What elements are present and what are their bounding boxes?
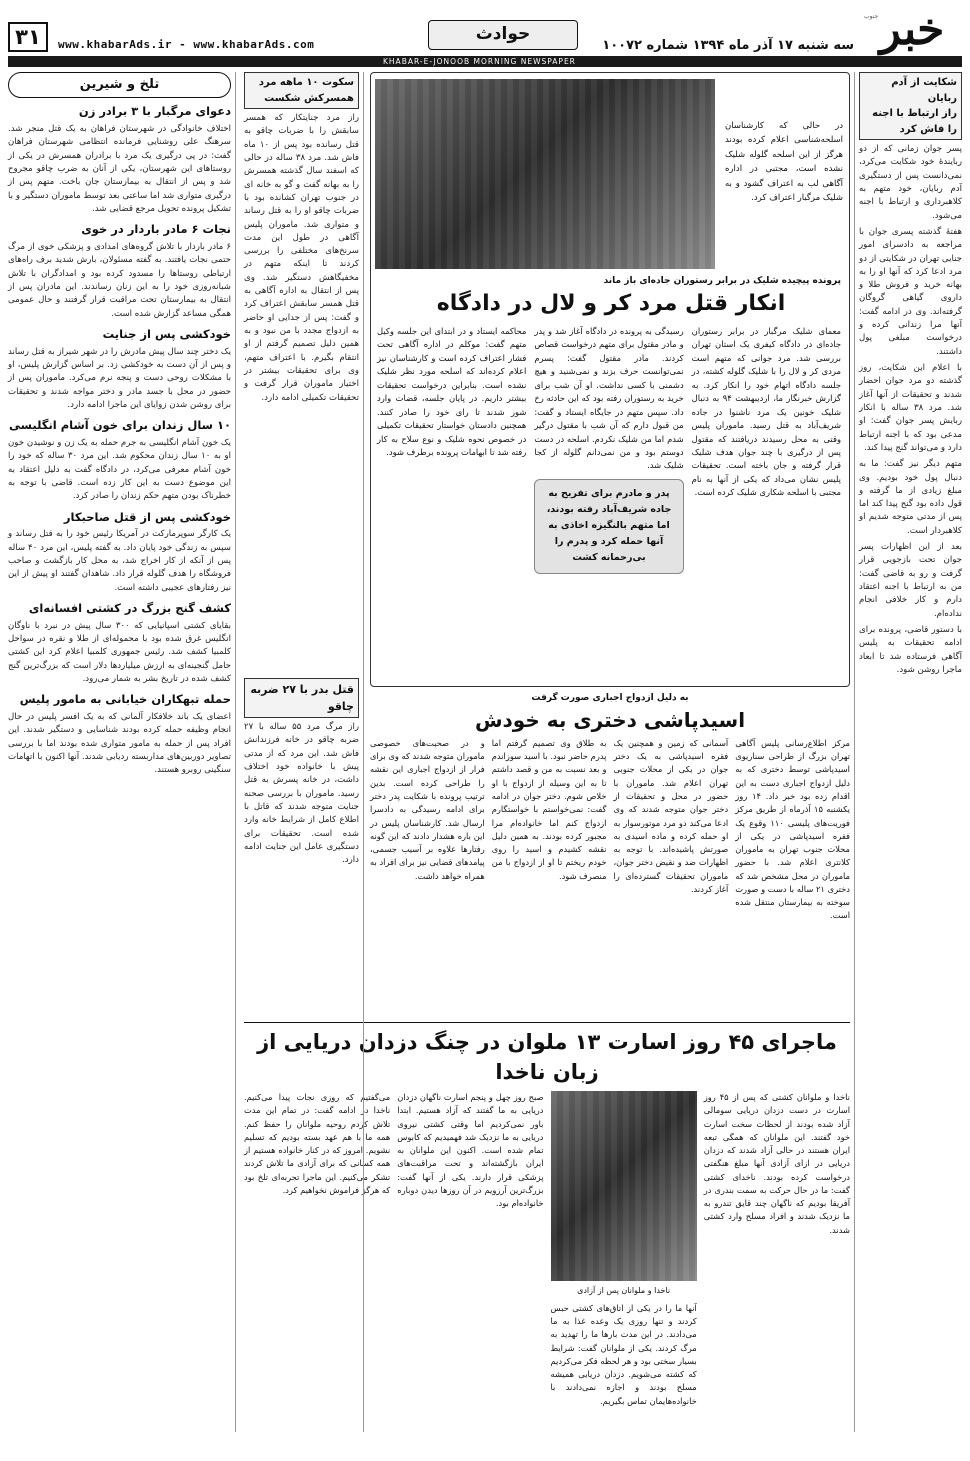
acid-story-columns <box>370 737 850 1027</box>
section-banner: تلخ و شیرین <box>8 72 231 98</box>
story-column: ناخدا و ملوانان کشتی که پس از ۴۵ روز اسارت در دست دزدان دریایی سومالی آزاد شده بودند از لحظات سخت اسارت خود گفتند. این ملوانان که همگی تبعه ایران هستند در حالی آزاد شدند که دزدان دریایی در ازای آزادی آنها مبلغ هنگفتی درخواست کرده بودند. ناخدای کشتی گفت: ما در حال حرکت به سمت بندری در آفریقا بودیم که ناگهان چند قایق تندرو به ما نزدیک شدند و افراد مسلح وارد کشتی شدند. <box>703 1092 850 1235</box>
right-column-text <box>859 143 962 677</box>
news-item <box>8 326 231 412</box>
mid-column-text: راز مرد جنایتکار که همسر سابقش را با ضربات چاقو به قتل رسانده بود پس از ۱۰ ماه فاش شد. مرد ۳۸ ساله در حالی که اسفند سال گذشته همسرش را به بهانه گفت و گو به خانه ای در جنوب تهران کشانده بود با ضربات چاقو او را به قتل رساند و متواری شد. ماموران پلیس آگاهی در طول این مدت سرنخ‌های مختلفی را بررسی کردند تا اینکه متهم در مخفیگاهش دستگیر شد. وی پس از انتقال به اداره آگاهی به قتل همسر سابقش اعتراف کرد و گفت: پس از جدایی او حاضر به ازدواج مجدد با من نبود و به همین دلیل تصمیم گرفتم از او انتقام بگیرم. با اعتراف متهم، وی برای تحقیقات بیشتر در اختیار ماموران قرار گرفت و تحقیقات تکمیلی ادامه دارد. <box>244 113 359 403</box>
story-column: آسمانی که زمین و همچنین یک فقره اسیدپاشی به یک دختر جوان در یکی از محلات جنوبی تهران اعلام شد. ماموران با حضور در محل و تحقیقات از دختر جوان متوجه شدند که وی ادعا می‌کند دو مرد موتورسوار به او حمله کرده و ماده اسیدی به صورتش پاشیده‌اند. با توجه به اظهارات ضد و نقیض دختر جوان، ماموران تحقیقات گسترده‌ای را آغاز کردند. <box>613 737 729 894</box>
right-column-title <box>859 72 962 140</box>
acid-kicker: به دلیل ازدواج اجباری صورت گرفت <box>531 693 689 703</box>
paragraph: پسر جوان زمانی که از دو ربایندهٔ خود شکایت می‌کرد، نمی‌دانست پس از دستگیری آدم ربایان، خود متهم به کلاهبرداری و ارتباط با اجنه می‌شود. <box>859 144 962 221</box>
logo-text: خبر <box>879 4 945 55</box>
left-column <box>8 72 236 1432</box>
news-item-text: یک خون آشام انگلیسی به جرم حمله به یک زن و نوشیدن خون او به ۱۰ سال زندان محکوم شد. این مرد ۳۰ ساله که خود را خون آشام معرفی می‌کرد، در دادگاه گفت به دلیل اعتقاد به این موضوع دست به این کار زده است. قاضی با توجه به خطرناک بودن متهم حکم زندان را صادر کرد. <box>8 438 231 502</box>
news-item-text: اعضای یک باند خلافکار آلمانی که به یک افسر پلیس در حال انجام وظیفه حمله کرده بودند شناسایی و دستگیر شدند. این افراد پس از حمله به مامور متواری شده بودند اما با بررسی تصاویر دوربین‌های مداربسته ردیابی شدند. آنها اکنون با اتهامات سنگینی روبرو هستند. <box>8 712 231 776</box>
story-column: به طلاق وی تصمیم گرفتم اما پدرم حاضر نبود. با اسید سوزاندم و بعد نسبت به من و قصد داشتم تا به این وسیله از ازدواج با او خلاص شوم. دختر جوان در ادامه گفت: نمی‌خواستم با خواستگارم ازدواج کنم اما خانواده‌ام مرا مجبور کرده بودند. به همین دلیل نقشه کشیدم و اسید را روی خودم ریختم تا او از ازدواج با من منصرف شود. <box>491 737 607 881</box>
logo-subtext: جنوب <box>864 13 879 20</box>
main-headline: انکار قتل مرد کر و لال در دادگاه <box>436 291 786 316</box>
news-item-title: خودکشی پس از قتل صاحبکار <box>63 509 231 524</box>
story-column: محاکمه ایستاد و در ابتدای این جلسه وکیل متهم گفت: موکلم در اداره آگاهی تحت فشار اعتراف کرده است و کارشناسان نیز اعلام کرده‌اند که اسلحه مورد نظر شلیک نشده است. بنابراین درخواست تحقیقات بیشتر داریم. در پایان جلسه، قضات وارد شور شدند تا رای خود را صادر کنند. همچنین دادستان خواستار تحقیقات تکمیلی در خصوص نحوه شلیک و نوع سلاح به کار رفته شد تا ابهامات پرونده برطرف شود. <box>377 326 527 457</box>
right-column <box>854 72 962 1432</box>
tagline: KHABAR-E-JONOOB MORNING NEWSPAPER <box>383 57 576 66</box>
news-item-text: ۶ مادر باردار با تلاش گروه‌های امدادی و پزشکی خوی از مرگ حتمی نجات یافتند. به گفته مسئولان، بارش شدید برف راه‌های ارتباطی روستاها را مسدود کرده بود و امدادگران با تلاش شبانه‌روزی خود را به این زنان رساندند. این مادران پس از انتقال به بیمارستان تحت مراقبت قرار گرفتند و حال عمومی همگی مساعد گزارش شده است. <box>8 241 231 319</box>
news-item-title: حمله تبهکاران خیابانی به مامور پلیس <box>19 692 231 707</box>
main-story-columns <box>377 325 841 683</box>
news-item <box>8 691 231 777</box>
acid-story <box>370 692 850 1022</box>
news-item-text: بقایای کشتی اسپانیایی که ۳۰۰ سال پیش در نبرد با ناوگان انگلیس غرق شده بود با محموله‌ای از طلا و نقره در سواحل کلمبیا کشف شد. رئیس جمهوری کلمبیا اعلام کرد این کشتی حامل گنجینه‌ای به ارزش میلیاردها دلار است که بزرگ‌ترین گنج کشف شده در تاریخ بشر به شمار می‌رود. <box>8 620 231 685</box>
news-item <box>8 221 231 321</box>
paragraph: بعد از این اظهارات پسر جوان تحت بازجویی قرار گرفت و رو به قاضی گفت: من به ارتباط با اجنه اعتقاد دارم و کار خلافی انجام نداده‌ام. <box>859 542 962 619</box>
paragraph: متهم دیگر نیز گفت: ما به دنبال پول خود بودیم. وی مبلغ زیادی از ما گرفته و قول داده بود گنج پیدا کند اما پس از مدتی متوجه شدیم او کلاهبردار است. <box>859 459 962 536</box>
news-item-title: دعوای مرگبار با ۳ برادر زن <box>78 104 231 119</box>
story-column <box>551 1091 697 1461</box>
news-item-title: کشف گنج بزرگ در کشتی افسانه‌ای <box>28 600 231 615</box>
story-column <box>534 325 683 683</box>
news-item-text: یک دختر چند سال پیش مادرش را در شهر شیراز به قتل رساند و پس از آن دست به خودکشی زد. بر اساس گزارش پلیس، او با مشکلات روحی دست و پنجه نرم می‌کرد. ماموران پس از حضور در محل با جسد مادر و دختر مواجه شدند و تحقیقات برای روشن شدن زوایای این ماجرا ادامه دارد. <box>8 346 231 410</box>
main-kicker: پرونده پیچیده شلیک در برابر رستوران جاده‌ای باز ماند <box>603 276 841 286</box>
pull-quote: پدر و مادرم برای تفریح به جاده شریف‌آباد رفته بودند، اما متهم بالنگیزه اخاذی به آنها حمله کرد و پدرم را بی‌رحمانه کشت <box>534 479 683 574</box>
mid-bottom-title: قتل بدر با ۲۷ ضربه چاقو <box>244 678 359 718</box>
story-column: معمای شلیک مرگبار در برابر رستوران جاده‌ای در دادگاه کیفری یک استان تهران بررسی شد. مرد جوانی که متهم است مردی کر و لال را با شلیک گلوله کشته، در جلسه دادگاه اتهام خود را انکار کرد. به گزارش خبرنگار ما، اردیبهشت ۹۴ به دنبال شلیک خونین یک مرد ناشنوا در جاده شریف‌آباد به قتل رسید. ماموران پلیس وقتی به محل رسیدند دریافتند که مقتول پس از درگیری با چند جوان هدف شلیک قرار گرفته و جان باخته است. تحقیقات پلیس نشان می‌داد که یکی از آنها به نام مجتبی با اسلحه شکاری شلیک کرده است. <box>691 326 841 498</box>
news-item <box>8 509 231 595</box>
right-title-line-1: شکایت از آدم ربایان <box>891 77 957 104</box>
mid-title-line-2: همسرکش شکست <box>264 92 354 104</box>
tagline-bar <box>8 56 962 67</box>
website-url[interactable]: www.khabarAds.ir - www.khabarAds.com <box>58 38 315 51</box>
page-number: ۳۱ <box>8 22 48 52</box>
news-item-title: ۱۰ سال زندان برای خون آشام انگلیسی <box>9 418 231 433</box>
paragraph: هفتهٔ گذشته پسری جوان با مراجعه به دادسرای امور جنایی تهران در شکایتی از دو مرد ادعا کرد که آنها او را به بهانه خرید و فروش طلا و داروی گیاهی گروگان گرفته‌اند. وی در ادامه گفت: آنها مرا زندانی کرده و درخواست مبلغی پول داشتند. <box>859 226 962 357</box>
news-item-title: نجات ۶ مادر باردار در خوی <box>81 222 231 237</box>
acid-headline: اسیدپاشی دختری به خودش <box>474 707 746 732</box>
issue-date: سه شنبه ۱۷ آذر ماه ۱۳۹۴ شماره ۱۰۰۷۲ <box>602 38 854 53</box>
courtroom-photo <box>375 79 715 269</box>
news-item-text: یک کارگر سوپرمارکت در آمریکا رئیس خود را به قتل رساند و سپس به زندگی خود پایان داد. به گفته پلیس، این مرد ۴۰ ساله پس از آنکه از کار اخراج شد، به محل کار بازگشت و صاحب فروشگاه را هدف گلوله قرار داد. شاهدان گفتند او پیش از این نیز رفتارهای عجیبی داشته است. <box>8 529 232 593</box>
paragraph: با دستور قاضی، پرونده برای ادامه تحقیقات به پلیس آگاهی فرستاده شد تا ابعاد ماجرا روشن شود. <box>859 624 962 675</box>
mid-bottom-text: راز مرگ مرد ۵۵ ساله با ۲۷ ضربه چاقو در خانه فرزندانش فاش شد. این مرد که از مدتی پیش با خانواده خود اختلاف داشت، در خانه پسرش به قتل رسید. ماموران با بررسی صحنه جنایت متوجه شدند که قاتل با اطلاع کامل از شرایط خانه وارد شده است. تحقیقات برای دستگیری عامل این جنایت ادامه دارد. <box>244 722 359 866</box>
mid-column-title <box>244 72 359 109</box>
sailors-photo <box>551 1091 697 1281</box>
news-item <box>8 600 231 686</box>
mid-column <box>244 72 364 1432</box>
right-title-line-2: راز ارتباط با اجنه <box>872 108 957 119</box>
mid-title-line-1: سکوت ۱۰ ماهه مرد <box>258 77 354 88</box>
photo-caption: در حالی که کارشناسان اسلحه‌شناسی اعلام کرده بودند هرگز از این اسلحه گلوله شلیک نشده است، مجتبی در اداره آگاهی لب به اعتراف گشود و به شلیک مرگبار اعتراف کرد. <box>725 121 843 204</box>
story-column-text: آنها ما را در یکی از اتاق‌های کشتی حبس کردند و تنها روزی یک وعده غذا به ما می‌دادند. در این مدت بارها ما را تهدید به مرگ کردند. یکی از ملوانان گفت: شرایط بسیار سختی بود و هر لحظه فکر می‌کردیم که کشته می‌شویم. دزدان دریایی همیشه مسلح بودند و اجازه نمی‌دادند با خانواده‌هایمان تماس بگیریم. <box>550 1302 697 1406</box>
pirates-headline: ماجرای ۴۵ روز اسارت ۱۳ ملوان در چنگ دزدان دریایی از زبان ناخدا <box>257 1030 837 1084</box>
story-column: صبح روز چهل و پنجم اسارت ناگهان دزدان دریایی به ما گفتند که آزاد هستیم. ابتدا باور نمی‌کردیم اما وقتی کشتی نیروی دریایی به ما نزدیک شد فهمیدیم که کابوس تمام شده است. اکنون این ملوانان به ایران بازگشته‌اند و تحت مراقبت‌های پزشکی قرار دارند. یکی از آنها گفت: بزرگ‌ترین آرزویم در آن روزها دیدن دوباره خانواده‌ام بود. <box>397 1092 544 1209</box>
newspaper-logo <box>862 6 962 58</box>
right-title-line-3: را فاش کرد <box>899 123 957 135</box>
story-column-text: رسیدگی به پرونده در دادگاه آغاز شد و پدر و مادر مقتول برای متهم درخواست قصاص کردند. مادر مقتول گفت: پسرم نمی‌توانست حرف بزند و نمی‌شنید و هیچ دشمنی با کسی نداشت. او آن شب برای خرید به رستوران رفته بود که این حادثه رخ داد. سپس متهم در جایگاه ایستاد و گفت: من قبول دارم که آن شب با مقتول درگیر شدم اما من شلیک نکردم. اسلحه در دست دوستم بود و من نمی‌دانم گلوله از کجا شلیک شد. <box>534 326 684 471</box>
story-column: و در صحبت‌های خصوصی ماموران متوجه شدند که وی برای فرار از ازدواج اجباری این نقشه را طراحی کرده است. بدین ترتیب پرونده با شکایت پدر دختر برای ادامه رسیدگی به دادسرا ارسال شد. کارشناسان پلیس در این باره هشدار دادند که این گونه رفتارها علاوه بر آسیب جسمی، پیامدهای قضایی نیز برای افراد به همراه خواهد داشت. <box>370 737 485 881</box>
section-title: حوادث <box>428 20 578 50</box>
story-column: مرکز اطلاع‌رسانی پلیس آگاهی تهران بزرگ از طراحی سناریوی اسیدپاشی توسط دختری که به دلیل ازدواج اجباری دست به این اقدام زده بود خبر داد. ۱۴ روز یکشنبه ۱۵ آذرماه از طریق مرکز فوریت‌های پلیسی ۱۱۰ وقوع یک فقره اسیدپاشی در یکی از محلات جنوب تهران به ماموران کلانتری اعلام شد. با حضور ماموران در محل مشخص شد که دختری ۲۱ ساله با دست و صورت سوخته به بیمارستان منتقل شده است. <box>735 737 850 921</box>
news-item-title: خودکشی پس از جنایت <box>102 326 231 341</box>
news-item <box>8 103 231 216</box>
sailors-photo-caption: ناخدا و ملوانان پس از آزادی <box>577 1286 671 1295</box>
news-item-text: اختلاف خانوادگی در شهرستان فراهان به یک قتل منجر شد. سرهنگ علی روشنایی فرمانده انتظامی شهرستان فراهان گفت: در پی درگیری یک مرد با برادران همسرش در یکی از روستاهای این شهرستان، یکی از آنان به ضرب چاقو مجروح شد و پس از انتقال به بیمارستان جان باخت. متهم پس از درگیری متواری شد اما ساعتی بعد توسط ماموران دستگیر و با تشکیل پرونده تحویل مرجع قضایی شد. <box>8 123 231 214</box>
news-item <box>8 417 231 503</box>
story-column: می‌گفتیم که روزی نجات پیدا می‌کنیم. ناخدا در ادامه گفت: در تمام این مدت تلاش کردم روحیه ملوانان را حفظ کنم. همه ما با هم عهد بسته بودیم که تسلیم نشویم. امروز که در کنار خانواده هستیم از همه کسانی که برای آزادی ما تلاش کردند تشکر می‌کنیم. این ماجرا تجربه‌ای تلخ بود که هرگز فراموش نخواهیم کرد. <box>244 1092 391 1195</box>
main-story <box>370 72 850 687</box>
paragraph: با اعلام این شکایت، روز گذشته دو مرد جوان احضار شدند و تحقیقات از آنها آغاز شد. مرد ۳۸ ساله با انکار ربایش پسر جوان گفت: او مدعی بود که با اجنه ارتباط دارد و می‌تواند گنج پیدا کند. <box>859 363 962 453</box>
